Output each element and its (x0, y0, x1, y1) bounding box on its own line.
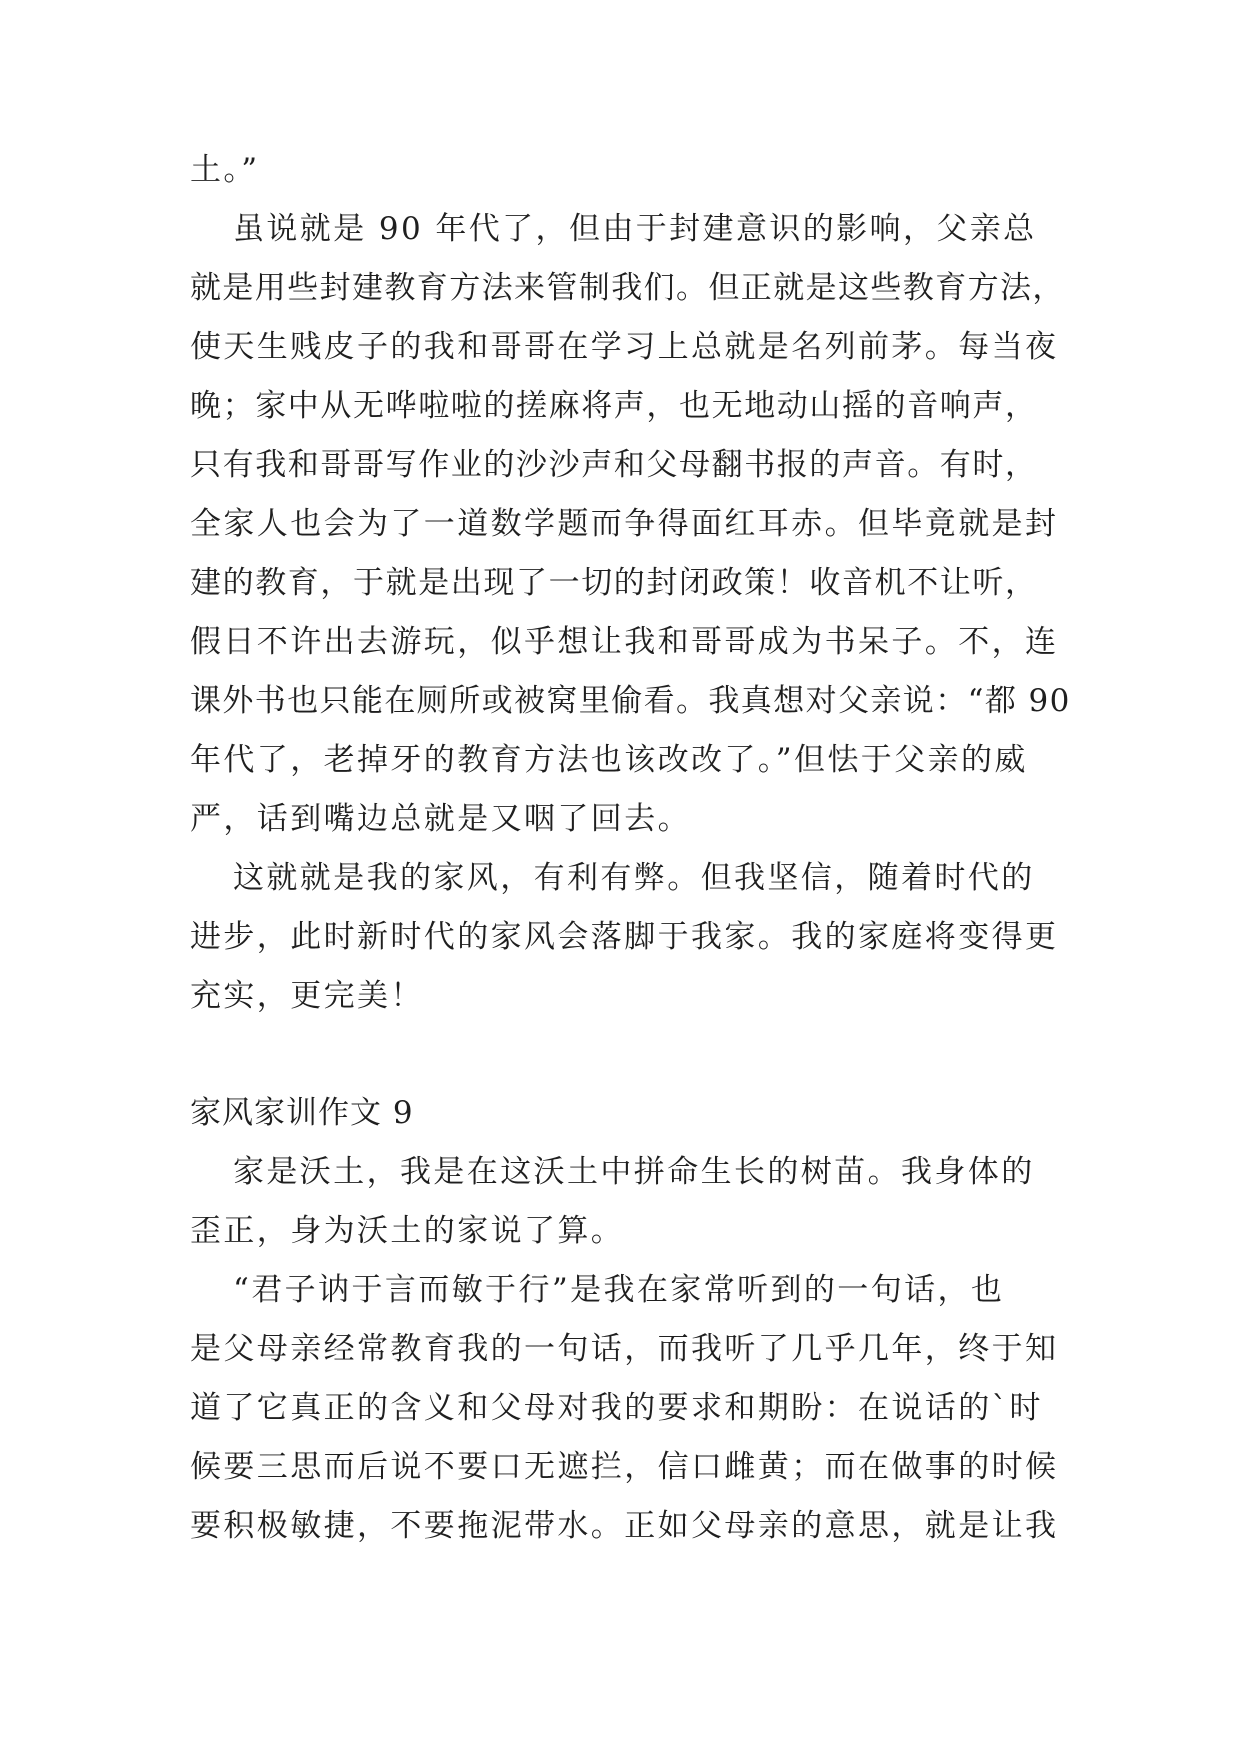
paragraph-line: 严，话到嘴边总就是又咽了回去。 (190, 801, 691, 837)
paragraph-line: 这就就是我的家风，有利有弊。但我坚信，随着时代的 (233, 860, 1035, 896)
paragraph-line: 家是沃土，我是在这沃土中拼命生长的树苗。我身体的 (233, 1154, 1035, 1190)
paragraph-line: 课外书也只能在厕所或被窝里偷看。我真想对父亲说：“都 90 (190, 683, 1071, 719)
paragraph-line: 歪正，身为沃土的家说了算。 (190, 1213, 625, 1249)
paragraph-line: 充实，更完美！ (190, 978, 424, 1014)
paragraph-line: 就是用些封建教育方法来管制我们。但正就是这些教育方法， (190, 270, 1065, 306)
paragraph-line: 道了它真正的含义和父母对我的要求和期盼：在说话的`时 (190, 1390, 1043, 1426)
paragraph-line: 全家人也会为了一道数学题而争得面红耳赤。但毕竟就是封 (190, 506, 1059, 542)
paragraph-line: 进步，此时新时代的家风会落脚于我家。我的家庭将变得更 (190, 919, 1059, 955)
paragraph-line: 要积极敏捷，不要拖泥带水。正如父母亲的意思，就是让我 (190, 1508, 1059, 1544)
paragraph-line: 晚；家中从无哗啦啦的搓麻将声，也无地动山摇的音响声， (190, 388, 1038, 424)
text-line: 土。” (190, 152, 260, 188)
paragraph-line: 假日不许出去游玩，似乎想让我和哥哥成为书呆子。不，连 (190, 624, 1059, 660)
paragraph-line: 候要三思而后说不要口无遮拦，信口雌黄；而在做事的时候 (190, 1449, 1059, 1485)
paragraph-line: 是父母亲经常教育我的一句话，而我听了几乎几年，终于知 (190, 1331, 1059, 1367)
paragraph-line: 虽说就是 90 年代了，但由于封建意识的影响，父亲总 (233, 211, 1037, 247)
section-heading: 家风家训作文 9 (190, 1095, 414, 1131)
paragraph-line: 建的教育，于就是出现了一切的封闭政策！收音机不让听， (190, 565, 1038, 601)
paragraph-line: 只有我和哥哥写作业的沙沙声和父母翻书报的声音。有时， (190, 447, 1038, 483)
paragraph-line: 年代了，老掉牙的教育方法也该改改了。”但怯于父亲的威 (190, 742, 1028, 778)
paragraph-line: “君子讷于言而敏于行”是我在家常听到的一句话，也 (233, 1272, 1005, 1308)
paragraph-line: 使天生贱皮子的我和哥哥在学习上总就是名列前茅。每当夜 (190, 329, 1059, 365)
